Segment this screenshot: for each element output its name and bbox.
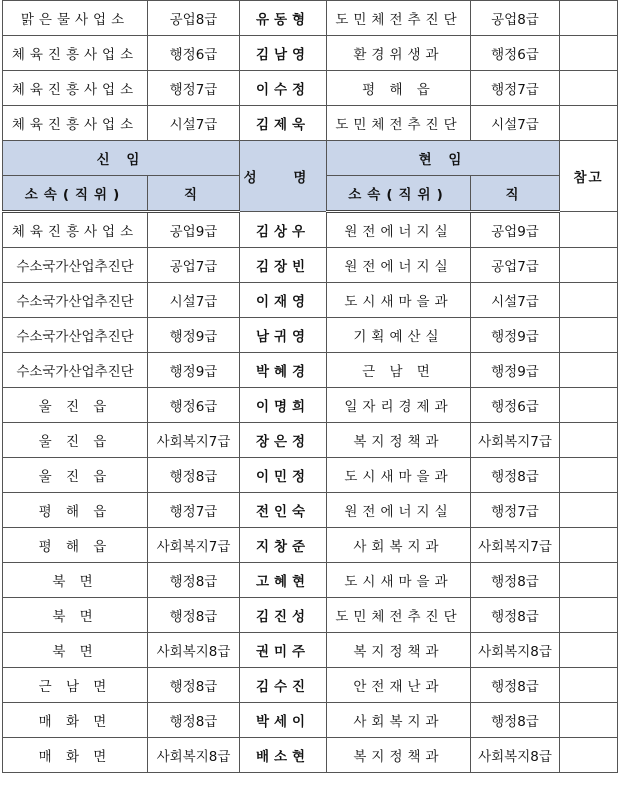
table-row — [3, 738, 618, 773]
table-row — [3, 388, 618, 423]
current-department-cell: 도민체전추진단 — [327, 598, 471, 633]
new-department-cell: 맑은물사업소 — [3, 1, 148, 36]
current-department-cell: 도시새마을과 — [327, 458, 471, 493]
current-department-cell: 일자리경제과 — [327, 388, 471, 423]
current-department-cell: 도민체전추진단 — [327, 106, 471, 141]
new-department-cell: 근 남 면 — [3, 668, 148, 703]
note-cell — [560, 1, 618, 36]
new-grade-cell: 행정9급 — [148, 353, 240, 388]
current-grade-cell: 행정9급 — [471, 353, 560, 388]
note-cell — [560, 283, 618, 318]
name-cell: 지창준 — [240, 528, 327, 563]
current-department-cell: 사회복지과 — [327, 703, 471, 738]
current-department-cell: 원전에너지실 — [327, 493, 471, 528]
current-grade-cell: 행정6급 — [471, 388, 560, 423]
note-cell — [560, 563, 618, 598]
new-grade-cell: 행정8급 — [148, 703, 240, 738]
name-cell: 박세이 — [240, 703, 327, 738]
new-department-cell: 평 해 읍 — [3, 493, 148, 528]
new-department-cell: 울 진 읍 — [3, 388, 148, 423]
note-cell — [560, 106, 618, 141]
name-cell: 유동형 — [240, 1, 327, 36]
new-grade-cell: 공업8급 — [148, 1, 240, 36]
header-new-dept: 소속(직위) — [3, 176, 148, 212]
table-row — [3, 212, 618, 248]
table-header — [3, 141, 618, 212]
name-cell: 김장빈 — [240, 248, 327, 283]
current-department-cell: 복지정책과 — [327, 423, 471, 458]
new-department-cell: 북 면 — [3, 563, 148, 598]
new-department-cell: 평 해 읍 — [3, 528, 148, 563]
new-department-cell: 체육진흥사업소 — [3, 71, 148, 106]
new-department-cell: 수소국가산업추진단 — [3, 353, 148, 388]
current-grade-cell: 행정8급 — [471, 563, 560, 598]
current-grade-cell: 공업9급 — [471, 212, 560, 248]
new-grade-cell: 사회복지7급 — [148, 423, 240, 458]
table-row — [3, 563, 618, 598]
name-cell: 김상우 — [240, 212, 327, 248]
note-cell — [560, 423, 618, 458]
current-department-cell: 사회복지과 — [327, 528, 471, 563]
current-department-cell: 원전에너지실 — [327, 248, 471, 283]
current-grade-cell: 공업7급 — [471, 248, 560, 283]
current-department-cell: 복지정책과 — [327, 633, 471, 668]
header-new-group: 신 임 — [3, 141, 240, 176]
table-row — [3, 1, 618, 36]
current-grade-cell: 사회복지7급 — [471, 528, 560, 563]
new-department-cell: 북 면 — [3, 633, 148, 668]
table-row — [3, 668, 618, 703]
current-grade-cell: 행정8급 — [471, 598, 560, 633]
name-cell: 김진성 — [240, 598, 327, 633]
new-department-cell: 체육진흥사업소 — [3, 212, 148, 248]
current-grade-cell: 행정8급 — [471, 703, 560, 738]
new-department-cell: 북 면 — [3, 598, 148, 633]
header-note: 참고 — [560, 141, 618, 212]
current-department-cell: 복지정책과 — [327, 738, 471, 773]
new-grade-cell: 시설7급 — [148, 106, 240, 141]
name-cell: 이민정 — [240, 458, 327, 493]
new-grade-cell: 행정9급 — [148, 318, 240, 353]
name-cell: 김남영 — [240, 36, 327, 71]
header-current-dept: 소속(직위) — [327, 176, 471, 212]
table-row — [3, 248, 618, 283]
current-department-cell: 도시새마을과 — [327, 563, 471, 598]
new-grade-cell: 공업9급 — [148, 212, 240, 248]
new-department-cell: 매 화 면 — [3, 738, 148, 773]
header-current-grade: 직 — [471, 176, 560, 212]
current-department-cell: 기획예산실 — [327, 318, 471, 353]
header-name: 성 명 — [240, 141, 327, 212]
table-row — [3, 493, 618, 528]
name-cell: 전인숙 — [240, 493, 327, 528]
current-grade-cell: 사회복지8급 — [471, 738, 560, 773]
current-department-cell: 도시새마을과 — [327, 283, 471, 318]
current-grade-cell: 행정7급 — [471, 71, 560, 106]
table-row — [3, 633, 618, 668]
note-cell — [560, 458, 618, 493]
current-grade-cell: 행정6급 — [471, 36, 560, 71]
note-cell — [560, 388, 618, 423]
new-grade-cell: 행정7급 — [148, 71, 240, 106]
current-grade-cell: 행정9급 — [471, 318, 560, 353]
new-department-cell: 울 진 읍 — [3, 423, 148, 458]
new-grade-cell: 행정8급 — [148, 458, 240, 493]
name-cell: 이수정 — [240, 71, 327, 106]
name-cell: 박혜경 — [240, 353, 327, 388]
table-row — [3, 283, 618, 318]
table-row — [3, 36, 618, 71]
new-grade-cell: 사회복지8급 — [148, 738, 240, 773]
new-department-cell: 체육진흥사업소 — [3, 36, 148, 71]
current-grade-cell: 시설7급 — [471, 106, 560, 141]
new-grade-cell: 행정6급 — [148, 388, 240, 423]
new-department-cell: 수소국가산업추진단 — [3, 318, 148, 353]
new-department-cell: 수소국가산업추진단 — [3, 248, 148, 283]
new-department-cell: 수소국가산업추진단 — [3, 283, 148, 318]
note-cell — [560, 668, 618, 703]
current-grade-cell: 행정8급 — [471, 458, 560, 493]
new-grade-cell: 행정8급 — [148, 563, 240, 598]
current-department-cell: 도민체전추진단 — [327, 1, 471, 36]
note-cell — [560, 248, 618, 283]
name-cell: 배소현 — [240, 738, 327, 773]
note-cell — [560, 633, 618, 668]
note-cell — [560, 353, 618, 388]
current-grade-cell: 행정7급 — [471, 493, 560, 528]
name-cell: 장은정 — [240, 423, 327, 458]
table-row — [3, 318, 618, 353]
current-grade-cell: 시설7급 — [471, 283, 560, 318]
table-row — [3, 528, 618, 563]
new-grade-cell: 시설7급 — [148, 283, 240, 318]
new-grade-cell: 행정8급 — [148, 668, 240, 703]
personnel-table — [2, 0, 618, 773]
table-row — [3, 423, 618, 458]
note-cell — [560, 703, 618, 738]
name-cell: 김수진 — [240, 668, 327, 703]
new-grade-cell: 행정8급 — [148, 598, 240, 633]
current-grade-cell: 공업8급 — [471, 1, 560, 36]
note-cell — [560, 493, 618, 528]
table-row — [3, 458, 618, 493]
note-cell — [560, 598, 618, 633]
note-cell — [560, 71, 618, 106]
new-grade-cell: 사회복지7급 — [148, 528, 240, 563]
table-row — [3, 353, 618, 388]
note-cell — [560, 528, 618, 563]
current-department-cell: 평 해 읍 — [327, 71, 471, 106]
current-grade-cell: 사회복지7급 — [471, 423, 560, 458]
name-cell: 이재영 — [240, 283, 327, 318]
name-cell: 이명희 — [240, 388, 327, 423]
current-grade-cell: 사회복지8급 — [471, 633, 560, 668]
table-row — [3, 106, 618, 141]
name-cell: 남귀영 — [240, 318, 327, 353]
name-cell: 권미주 — [240, 633, 327, 668]
current-grade-cell: 행정8급 — [471, 668, 560, 703]
new-grade-cell: 행정6급 — [148, 36, 240, 71]
current-department-cell: 환경위생과 — [327, 36, 471, 71]
table-row — [3, 71, 618, 106]
note-cell — [560, 738, 618, 773]
table-row — [3, 598, 618, 633]
new-department-cell: 매 화 면 — [3, 703, 148, 738]
main-rows — [3, 212, 618, 773]
note-cell — [560, 212, 618, 248]
new-grade-cell: 공업7급 — [148, 248, 240, 283]
header-new-grade: 직 — [148, 176, 240, 212]
new-department-cell: 체육진흥사업소 — [3, 106, 148, 141]
new-department-cell: 울 진 읍 — [3, 458, 148, 493]
name-cell: 김제욱 — [240, 106, 327, 141]
name-cell: 고혜현 — [240, 563, 327, 598]
table-row — [3, 703, 618, 738]
new-grade-cell: 사회복지8급 — [148, 633, 240, 668]
current-department-cell: 근 남 면 — [327, 353, 471, 388]
current-department-cell: 안전재난과 — [327, 668, 471, 703]
current-department-cell: 원전에너지실 — [327, 212, 471, 248]
header-current-group: 현 임 — [327, 141, 560, 176]
note-cell — [560, 318, 618, 353]
note-cell — [560, 36, 618, 71]
top-rows — [3, 1, 618, 141]
new-grade-cell: 행정7급 — [148, 493, 240, 528]
